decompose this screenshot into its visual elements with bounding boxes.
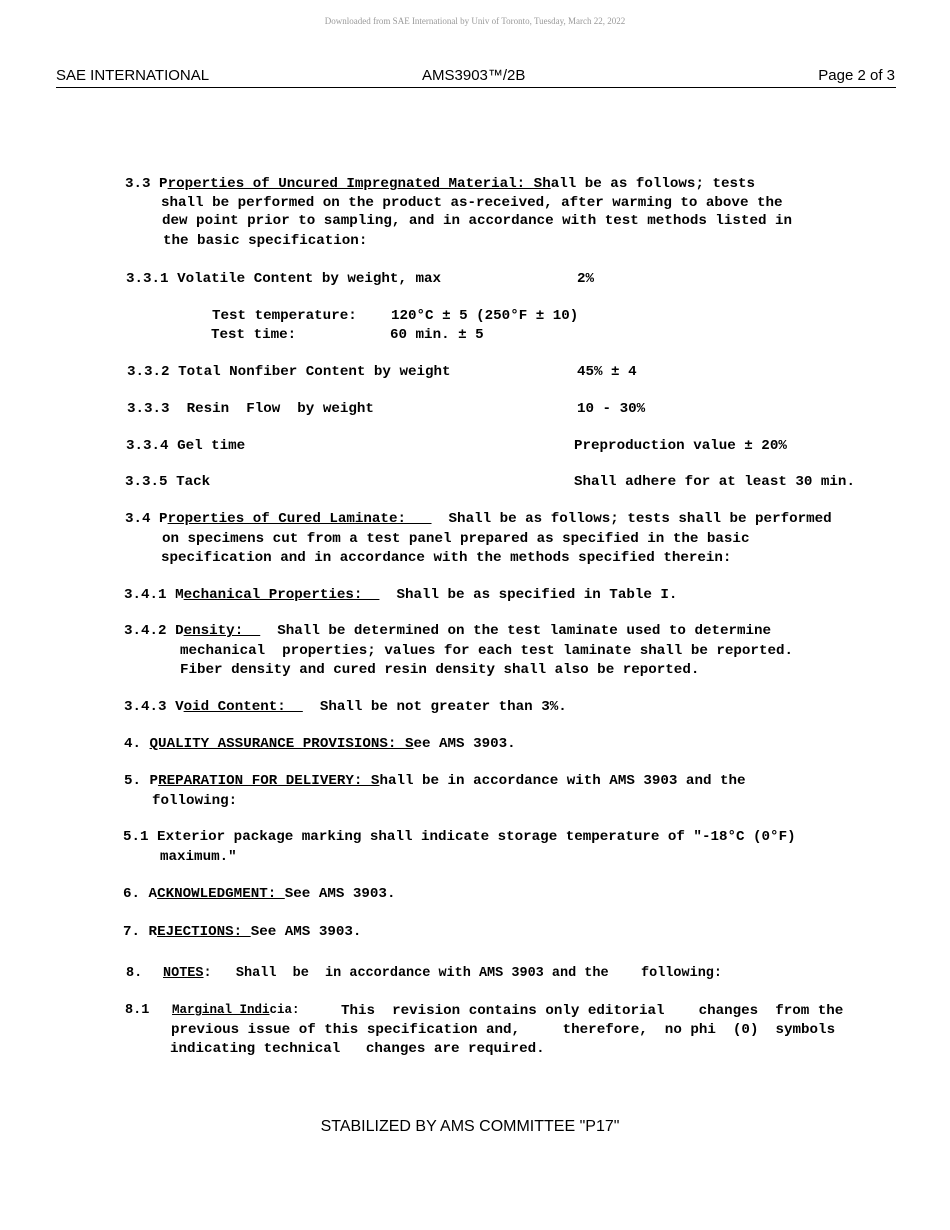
header-org: SAE INTERNATIONAL	[56, 67, 210, 84]
section-3-3-3-value: 10 - 30%	[577, 401, 646, 417]
section-8-1-line-1: This revision contains only editorial changes from the	[341, 1003, 844, 1019]
section-7-title: EJECTIONS:	[157, 924, 251, 940]
section-8: NOTES: Shall be in accordance with AMS 3903 and the following:	[163, 966, 722, 981]
section-3-3-5-value: Shall adhere for at least 30 min.	[574, 474, 855, 490]
section-5-1-line-1: 5.1 Exterior package marking shall indicate storage temperature of "-18°C (0°F)	[123, 829, 796, 845]
section-8-1-heading: Marginal Indicia:	[172, 1003, 300, 1017]
section-3-4-line-3: specification and in accordance with the methods specified therein:	[161, 550, 732, 566]
section-5-line-1: 5. PREPARATION FOR DELIVERY: Shall be in accordance with AMS 3903 and the	[124, 773, 746, 789]
section-8-1-title: Marginal Indi	[172, 1003, 270, 1017]
section-3-3-line-1: 3.3 Properties of Uncured Impregnated Material: Shall be as follows; tests	[125, 176, 756, 192]
section-3-4-2-line-2: mechanical properties; values for each test laminate shall be reported.	[180, 643, 793, 659]
section-3-3-4-label: 3.3.4 Gel time	[126, 438, 246, 454]
section-3-4-line-2: on specimens cut from a test panel prepared as specified in the basic	[162, 531, 750, 547]
section-3-4-3-title: oid Content:	[183, 699, 303, 715]
header-rule	[56, 87, 896, 88]
section-7: 7. REJECTIONS: See AMS 3903.	[123, 924, 362, 940]
section-3-3-line-4: the basic specification:	[163, 233, 368, 249]
section-8-1-number: 8.1	[125, 1003, 150, 1018]
section-6-title: CKNOWLEDGMENT:	[157, 886, 285, 902]
section-8-1-line-2: previous issue of this specification and, therefore, no phi (0) symbols	[171, 1022, 836, 1038]
section-8-1-line-3: indicating technical changes are required.	[170, 1041, 545, 1057]
stabilized-footer: STABILIZED BY AMS COMMITTEE "P17"	[320, 1118, 620, 1135]
test-temperature-value: 120°C ± 5 (250°F ± 10)	[391, 308, 579, 324]
section-3-3-5-label: 3.3.5 Tack	[125, 474, 211, 490]
section-3-4-3: 3.4.3 Void Content: Shall be not greater than 3%.	[124, 699, 567, 715]
section-8-title: NOTES	[163, 966, 204, 981]
section-3-3-4-value: Preproduction value ± 20%	[574, 438, 787, 454]
section-3-4-1: 3.4.1 Mechanical Properties: Shall be as specified in Table I.	[124, 587, 678, 603]
section-4: 4. QUALITY ASSURANCE PROVISIONS: See AMS 3903.	[124, 736, 516, 752]
section-3-3-1-value: 2%	[577, 271, 595, 287]
header-doc-number: AMS3903™/2B	[422, 67, 526, 84]
section-5-1-line-2: maximum."	[160, 849, 237, 865]
section-6: 6. ACKNOWLEDGMENT: See AMS 3903.	[123, 886, 396, 902]
section-3-4-1-title: echanical Properties:	[183, 587, 380, 603]
test-time-value: 60 min. ± 5	[390, 327, 484, 343]
download-note: Downloaded from SAE International by Univ of Toronto, Tuesday, March 22, 2022	[324, 16, 626, 26]
test-temperature-label: Test temperature:	[212, 308, 357, 324]
section-3-3-2-value: 45% ± 4	[577, 364, 637, 380]
section-3-4-2-line-3: Fiber density and cured resin density shall also be reported.	[180, 662, 700, 678]
header-page-number: Page 2 of 3	[818, 67, 895, 84]
section-3-4-line-1: 3.4 Properties of Cured Laminate: Shall be as follows; tests shall be performed	[125, 511, 832, 527]
section-5-line-2: following:	[152, 793, 238, 809]
section-3-4-2-line-1: 3.4.2 Density: Shall be determined on the test laminate used to determine	[124, 623, 772, 639]
section-3-3-1-label: 3.3.1 Volatile Content by weight, max	[126, 271, 442, 287]
test-time-label: Test time:	[211, 327, 297, 343]
section-3-3-line-3: dew point prior to sampling, and in accordance with test methods listed in	[162, 213, 793, 229]
section-3-4-title: roperties of Cured Laminate:	[167, 511, 432, 527]
section-3-3-2-label: 3.3.2 Total Nonfiber Content by weight	[127, 364, 451, 380]
section-3-3-3-label: 3.3.3 Resin Flow by weight	[127, 401, 374, 417]
section-8-number: 8.	[126, 966, 143, 981]
section-5-title: REPARATION FOR DELIVERY: S	[158, 773, 380, 789]
section-3-3-line-2: shall be performed on the product as-received, after warming to above the	[161, 195, 783, 211]
section-3-4-2-title: ensity:	[183, 623, 261, 639]
section-3-3-title: roperties of Uncured Impregnated Material: Sh	[167, 176, 551, 192]
section-4-title: QUALITY ASSURANCE PROVISIONS: S	[149, 736, 414, 752]
